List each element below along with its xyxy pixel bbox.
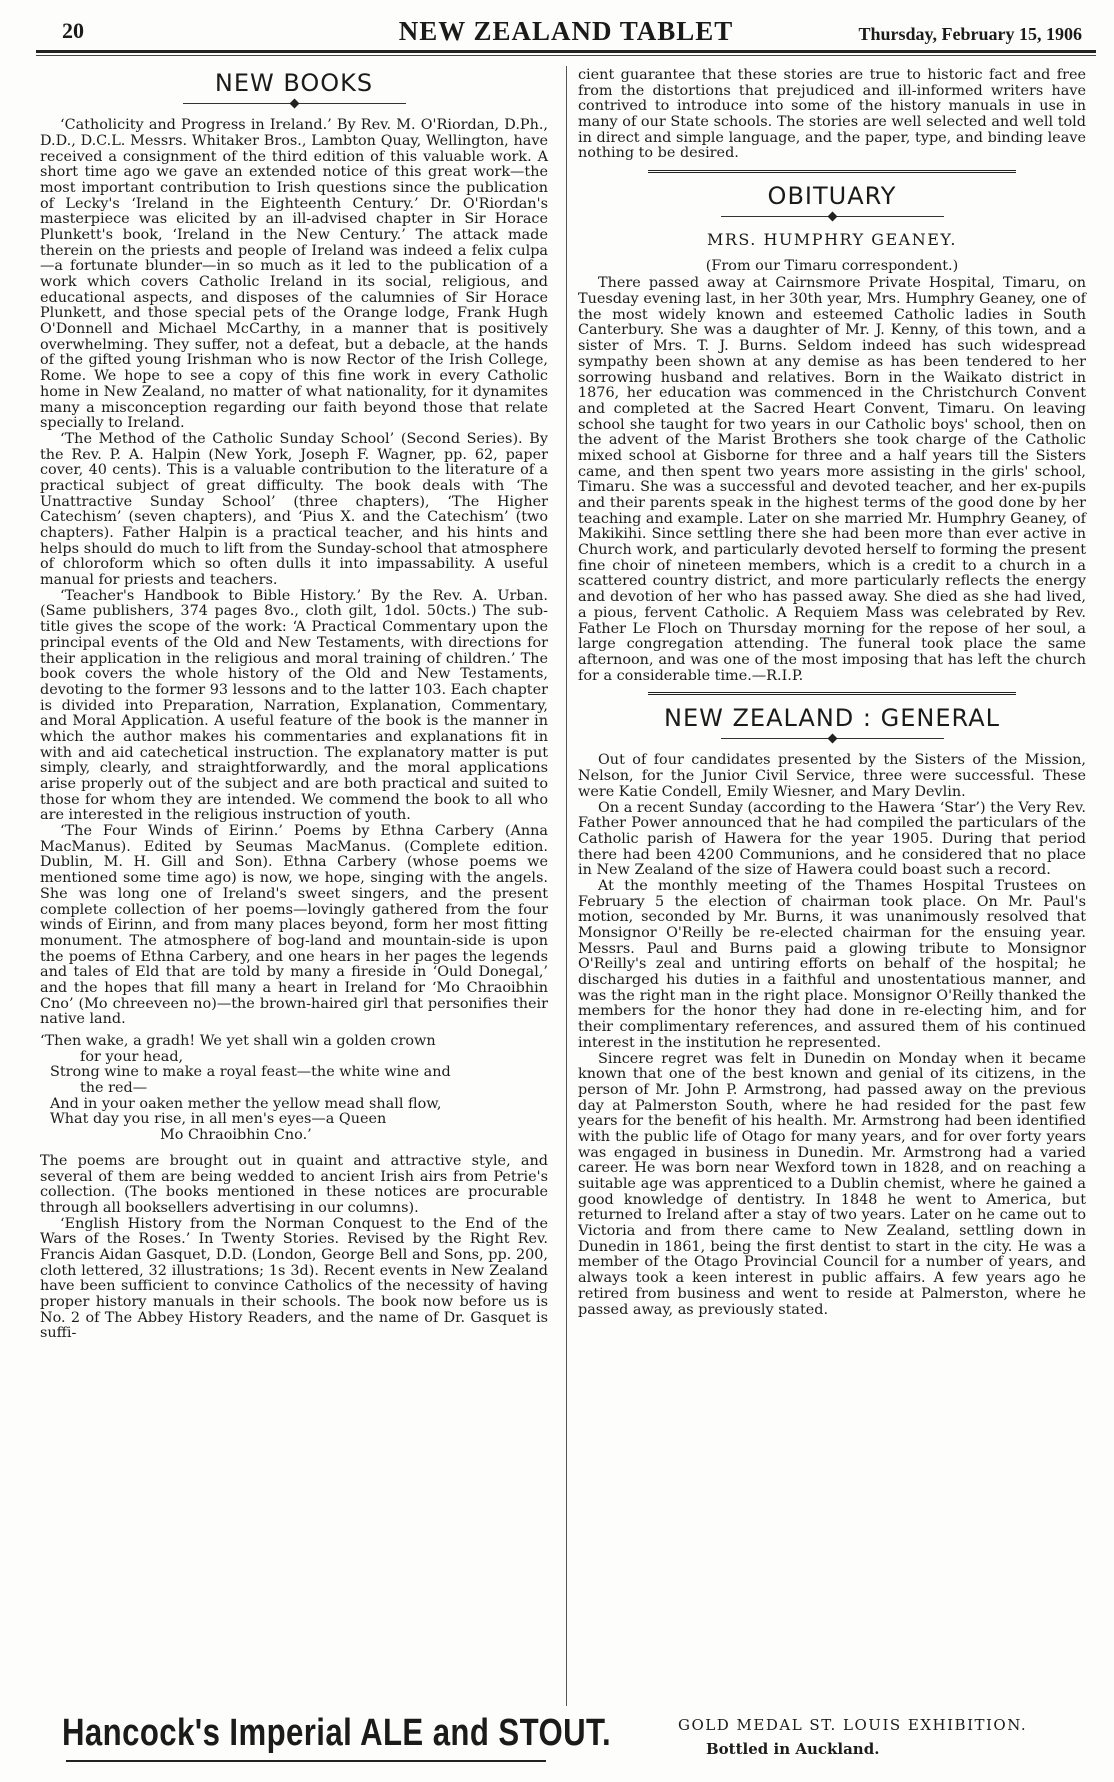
section-rule [648, 692, 1016, 697]
poem-line: And in your oaken mether the yellow mead shall flow, [50, 1095, 442, 1112]
poem-quote [40, 1034, 548, 1144]
news-item-civil-service: Out of four candidates presented by the Sisters of the Mission, Nelson, for the Junior Civil Service, three were successful. These were Katie Condell, Emily Wiesner, and Mary Devlin. [578, 752, 1086, 800]
poem-line: Strong wine to make a royal feast—the white wine and [50, 1064, 451, 1081]
heading-ornament [40, 96, 548, 108]
ale-advertisement: Hancock's Imperial ALE and STOUT. [62, 1712, 612, 1754]
masthead-rule-thin [36, 55, 1096, 56]
award-text: GOLD MEDAL ST. LOUIS EXHIBITION. [678, 1716, 1028, 1734]
heading-ornament [578, 209, 1086, 221]
poem-line: What day you rise, in all men's eyes—a Queen [50, 1111, 387, 1128]
news-item-thames-hospital: At the monthly meeting of the Thames Hospital Trustees on February 5 the election of chairman took place. On Mr. Paul's motion, seconded by Mr. Burns, it was unanimously resolved that Monsignor O'Reilly be re-elected chairman for the ensuing year. Messrs. Paul and Burns paid a glowing tribute to Monsignor O'Reilly's zeal and untiring efforts on behalf of the hospital; he discharged his duties in a faithful and unostentatious manner, and was the right man in the right place. Monsignor O'Reilly thanked the members for the honor they had done in re-electing him, and for their complimentary references, and assured them of his continued interest in the institution he represented. [578, 877, 1086, 1051]
obituary-subhead: MRS. HUMPHRY GEANEY. [706, 230, 957, 250]
section-rule [648, 170, 1016, 175]
poem-line: Mo Chraoibhin Cno.’ [160, 1127, 312, 1144]
poem-line: for your head, [80, 1048, 184, 1065]
book-review-english-history: ‘English History from the Norman Conquest to the End of the Wars of the Roses.’ In Twenty Stories. Revised by the Right Rev. Francis Aidan Gasquet, D.D. (London, George Bell and Sons, pp. 200, cloth lettered, 32 illustrations; 1s 3d). Recent events in New Zealand have been sufficient to convince Catholics of the necessity of having proper history manuals in their schools. The book now before us is No. 2 of The Abbey History Readers, and the name of Dr. Gasquet is suffi- [40, 1215, 548, 1342]
right-column [578, 68, 1086, 1318]
paper-title: NEW ZEALAND TABLET [398, 16, 734, 46]
book-review-catholicity: ‘Catholicity and Progress in Ireland.’ By Rev. M. O'Riordan, D.Ph., D.D., D.C.L. Messrs. Whitaker Bros., Lambton Quay, Wellington, have received a consignment of the third edition of this valuable work. A short time ago we gave an extended notice of this great work—the most important contribution to Irish questions since the publication of Lecky's ‘Ireland in the Eighteenth Century.’ Dr. O'Riordan's masterpiece was elicited by an ill-advised chapter in Sir Horace Plunkett's book, ‘Ireland in the New Century.’ The attack made therein on the priests and people of Ireland was indeed a felix culpa—a fortunate blunder—in so much as it led to the publication of a work which covers Catholic Ireland in its social, religious, and educational aspects, and disposes of the calumnies of Sir Horace Plunkett, and those special pets of the Orange lodge, Frank Hugh O'Donnell and Michael McCarthy, in a manner that is positively overwhelming. They suffer, not a defeat, but a debacle, at the hands of the gifted young Irishman who is now Rector of the Irish College, Rome. We hope to see a copy of this fine work in every Catholic home in New Zealand, no matter of what nationality, for it dynamites many a misconception regarding our faith beyond those that relate specially to Ireland. [40, 117, 548, 432]
issue-date: Thursday, February 15, 1906 [858, 24, 1082, 44]
poem-line: the red— [80, 1080, 148, 1097]
masthead [36, 18, 1096, 48]
nz-general-heading: NEW ZEALAND : GENERAL [664, 704, 1000, 733]
book-review-four-winds: ‘The Four Winds of Eirinn.’ Poems by Ethna Carbery (Anna MacManus). Edited by Seumas MacManus. (Complete edition. Dublin, M. H. Gill and Son). Ethna Carbery (whose poems we mentioned some time ago) is now, we hope, singing with the angels. She was long one of Ireland's sweet singers, and the present complete collection of her poems—lovingly gathered from the four winds of Eirinn, and from many places beyond, form her most fitting monument. The atmosphere of bog-land and mountain-side is upon the poems of Ethna Carbery, and one hears in her pages the legends and tales of Eld that are told by many a fireside in ‘Ould Donegal,’ and the hopes that fill many a heart in Ireland for ‘Mo Chraoibhin Cno’ (Mo chreeveen no)—the brown-haired girl that personifies their native land. [40, 823, 548, 1028]
book-review-sunday-school: ‘The Method of the Catholic Sunday School’ (Second Series). By the Rev. P. A. Halpin (New York, Joseph F. Wagner, pp. 62, paper cover, 40 cents). This is a valuable contribution to the literature of a practical subject of great difficulty. The book deals with ‘The Unattractive Sunday School’ (three chapters), ‘The Higher Catechism’ (seven chapters), and ‘Pius X. and the Catechism’ (two chapters). Father Halpin is a practical teacher, and his hints and helps should do much to lift from the Sunday-school that atmosphere of chloroform which so often dulls it into impassability. A useful manual for priests and teachers. [40, 430, 548, 589]
obituary-heading: OBITUARY [767, 182, 897, 211]
obituary-attribution: (From our Timaru correspondent.) [705, 257, 959, 274]
book-review-bible-history: ‘Teacher's Handbook to Bible History.’ By the Rev. A. Urban. (Same publishers, 374 pages 8vo., cloth gilt, 1dol. 50cts.) The sub-title gives the scope of the work: ‘A Practical Commentary upon the principal events of the Old and New Testaments, with directions for their application in the religious and moral training of children.’ The book covers the whole history of the Old and New Testaments, devoting to the former 93 lessons and to the latter 103. Each chapter is divided into Preparation, Narration, Explanation, Commentary, and Moral Application. A useful feature of the book is the manner in which the author makes his commentaries and explanations fit in with and aid catechetical instruction. The explanatory matter is put simply, clearly, and straightforwardly, and the moral applications arise properly out of the subject and are both practical and suited to those for whom they are intended. We commend the book to all who are interested in the religious instruction of youth. [40, 587, 548, 824]
left-column [40, 68, 548, 1342]
book-review-english-history-cont: cient guarantee that these stories are true to historic fact and free from the distortions that prejudiced and ill-informed writers have contrived to introduce into some of the history manuals in use in many of our State schools. The stories are well selected and well told in direct and simple language, and the paper, type, and binding leave nothing to be desired. [578, 67, 1086, 162]
advertisement-underline [66, 1760, 546, 1762]
page-number: 20 [62, 18, 84, 43]
new-books-heading: NEW BOOKS [214, 69, 374, 97]
poem-line: ‘Then wake, a gradh! We yet shall win a golden crown [40, 1033, 436, 1050]
obituary-text: There passed away at Cairnsmore Private Hospital, Timaru, on Tuesday evening last, in her 30th year, Mrs. Humphry Geaney, one of the most widely known and esteemed Catholic ladies in South Canterbury. She was a daughter of Mr. J. Kenny, of this town, and a sister of Mrs. T. J. Burns. Seldom indeed has such widespread sympathy been shown at any demise as has been tendered to her sorrowing husband and relatives. Born in the Waikato district in 1876, her education was commenced in the Christchurch Convent and completed at the Sacred Heart Convent, Timaru. On leaving school she taught for two years in our Catholic boys' school, then on the advent of the Marist Brothers she took charge of the Catholic mixed school at Gisborne for three and a half years till the Sisters came, and then spent two years more assisting in the girls' school, Timaru. She was a successful and devoted teacher, and her ex-pupils and their parents speak in the highest terms of the good done by her teaching and example. Later on she married Mr. Humphry Geaney, of Makikihi. Since settling there she had been more than ever active in Church work, and particularly devoted herself to forming the present fine choir of nineteen members, which is a credit to a church in a scattered country district, and more particularly reflects the energy and devotion of her who has passed away. She died as she had lived, a pious, fervent Catholic. A Requiem Mass was celebrated by Rev. Father Le Floch on Thursday morning for the repose of her soul, a large congregation attending. The funeral took place the same afternoon, and was one of the most imposing that has left the church for a considerable time.—R.I.P. [578, 275, 1087, 684]
footer-advertisement [36, 1708, 1096, 1778]
news-item-hawera: On a recent Sunday (according to the Hawera ‘Star’) the Very Rev. Father Power announced that he had compiled the particulars of the Catholic parish of Hawera for the year 1905. During that period there had been 4200 Communions, and he considered that no place in New Zealand of the size of Hawera could boast such a record. [578, 799, 1086, 879]
masthead-rule [36, 50, 1096, 53]
heading-ornament [578, 731, 1086, 743]
book-review-four-winds-cont: The poems are brought out in quaint and attractive style, and several of them are being wedded to ancient Irish airs from Petrie's collection. (The books mentioned in these notices are procurable through all booksellers advertising in our columns). [40, 1152, 548, 1216]
bottled-text: Bottled in Auckland. [706, 1740, 880, 1758]
column-divider [566, 66, 567, 1706]
news-item-armstrong: Sincere regret was felt in Dunedin on Monday when it became known that one of the best known and genial of its citizens, in the person of Mr. John P. Armstrong, had passed away on the previous day at Palmerston South, where he had resided for the past few years for the benefit of his health. Mr. Armstrong had been identified with the public life of Otago for many years, and for over forty years was engaged in business in Dunedin. Mr. Armstrong had a varied career. He was born near Wexford town in 1828, and on reaching a suitable age was apprenticed to a Dublin chemist, where he gained a good knowledge of dentistry. In 1848 he went to America, but returned to Ireland after a stay of two years. Later on he came out to Victoria and from there came to New Zealand, settling down in Dunedin in 1861, being the first dentist to start in the city. He was a member of the Otago Provincial Council for a number of years, and always took a keen interest in public affairs. A few years ago he retired from business and went to reside at Palmerston, where he passed away, as previously stated. [578, 1050, 1086, 1318]
